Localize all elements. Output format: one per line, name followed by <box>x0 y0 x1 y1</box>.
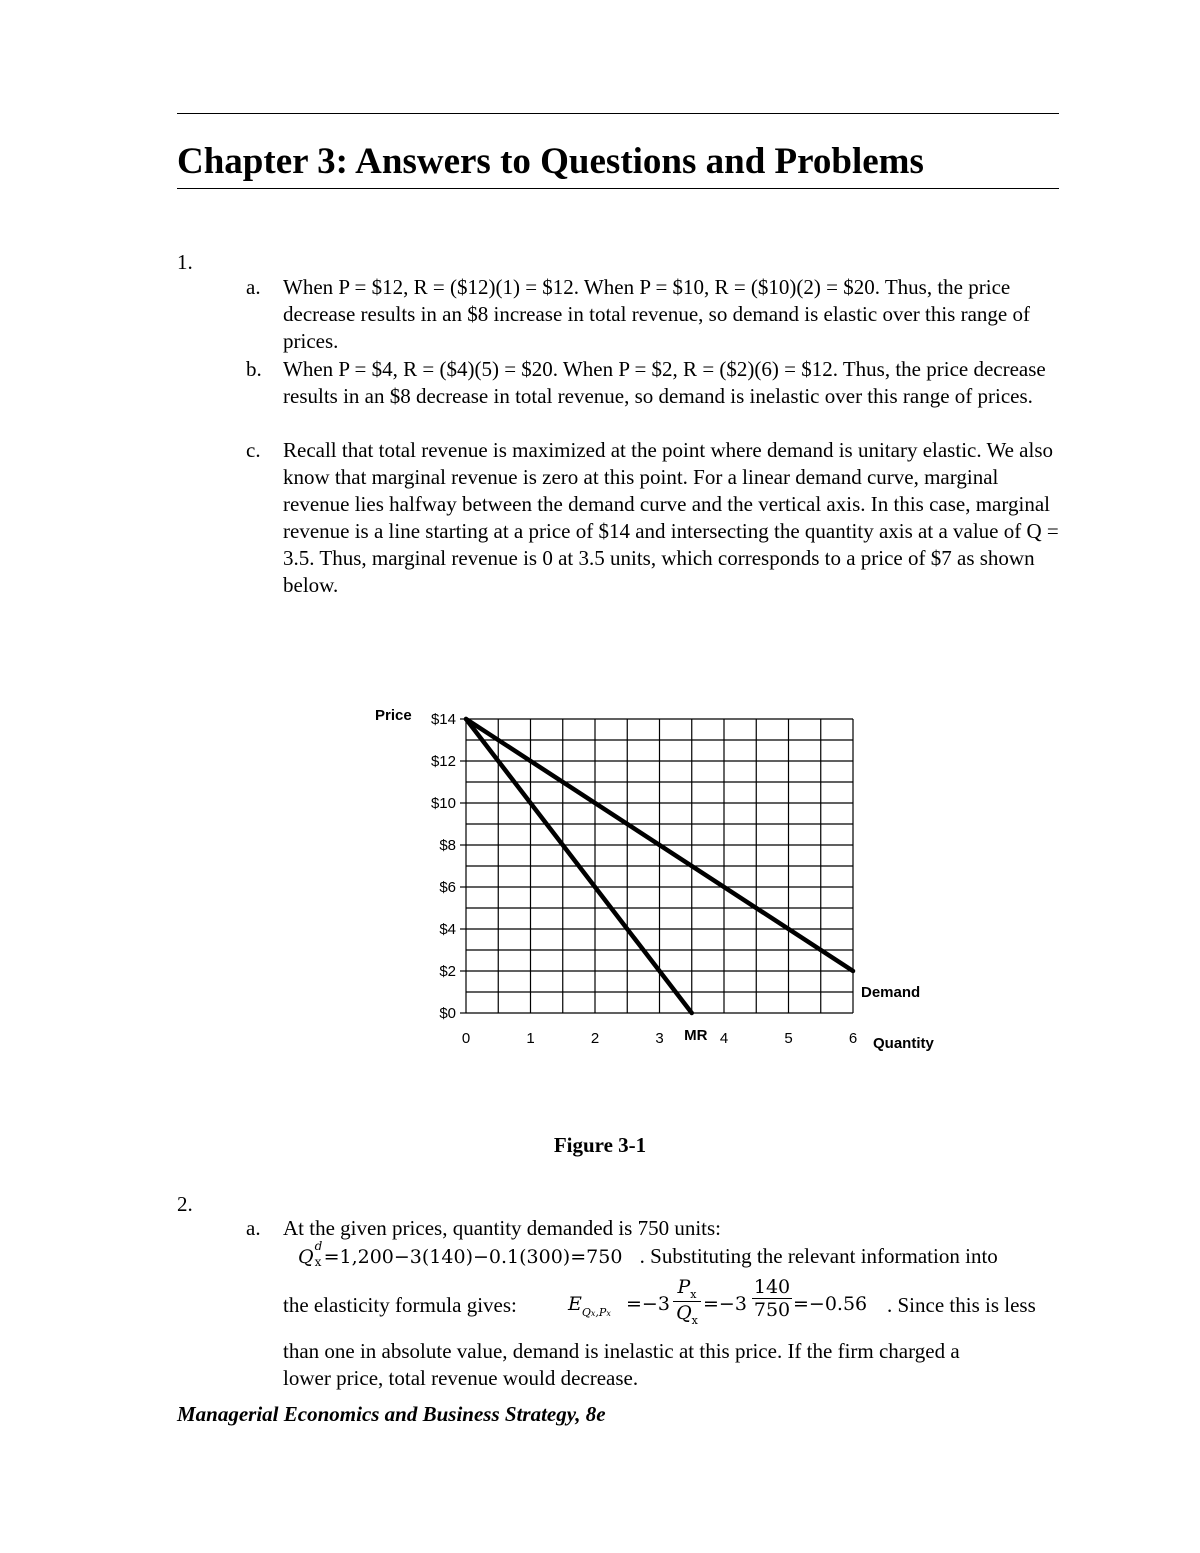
conclusion-line-2: lower price, total revenue would decrease. <box>283 1366 639 1390</box>
x-tick-label: 5 <box>784 1030 793 1047</box>
y-tick-label: $14 <box>430 711 456 728</box>
fraction-price-over-quantity: $P_x$ $Q_x$ <box>673 1276 701 1327</box>
formula-intro-text: the elasticity formula gives: <box>283 1293 517 1317</box>
equation-quantity-line <box>298 1239 998 1269</box>
item-text: When P = $12, R = ($12)(1) = $12. When P = $10, R = ($10)(2) = $20. Thus, the price decrease results in an $8 increase in total revenue, so demand is elastic over this range of prices. <box>283 275 1030 353</box>
y-tick-label: $4 <box>439 921 456 938</box>
y-tick-label: $12 <box>430 753 456 770</box>
formula-followup-text: . Since this is less <box>887 1293 1036 1317</box>
top-rule <box>177 113 1059 114</box>
y-axis-label: Price <box>375 707 412 724</box>
equation-followup-text: . Substituting the relevant information into <box>639 1244 998 1268</box>
x-tick-label: 2 <box>590 1030 600 1047</box>
title-underline <box>177 188 1059 189</box>
x-tick-label: 3 <box>655 1030 664 1047</box>
y-tick-label: $8 <box>439 837 456 854</box>
elasticity-result: =−0.56 <box>793 1293 868 1315</box>
equals-coefficient: =−3 <box>703 1293 747 1315</box>
question-2-number: 2. <box>177 1192 193 1216</box>
demand-mr-chart <box>360 695 960 1065</box>
item-text: When P = $4, R = ($4)(5) = $20. When P = $2, R = ($2)(6) = $12. Thus, the price decrease results in an $8 decrease in total revenue, so demand is inelastic over this range of prices. <box>283 357 1046 408</box>
quantity-equation: Q d x =1,200−3(140)−0.1(300)=750 <box>298 1239 623 1269</box>
series-label-demand: Demand <box>861 984 921 1001</box>
x-tick-label: 6 <box>848 1030 858 1047</box>
item-text: At the given prices, quantity demanded is 750 units: <box>283 1216 722 1240</box>
fraction-140-over-750: 140 750 <box>753 1276 791 1321</box>
footer-book-title: Managerial Economics and Business Strategy, 8e <box>177 1402 606 1426</box>
series-label-mr: MR <box>684 1027 708 1044</box>
item-label: b. <box>246 357 262 381</box>
item-label: a. <box>246 275 261 299</box>
item-label: c. <box>246 438 261 462</box>
elasticity-symbol: $E_{Qx,Px}$ <box>568 1293 611 1319</box>
x-axis-label: Quantity <box>873 1035 934 1052</box>
x-tick-label: 4 <box>719 1030 729 1047</box>
y-tick-label: $10 <box>430 795 456 812</box>
item-label: a. <box>246 1216 261 1240</box>
x-tick-label: 0 <box>461 1030 471 1047</box>
page-title: Chapter 3: Answers to Questions and Problems <box>177 141 924 182</box>
figure-caption: Figure 3-1 <box>553 1133 647 1157</box>
item-text: Recall that total revenue is maximized at the point where demand is unitary elastic. We also know that marginal revenue is zero at this point. For a linear demand curve, marginal revenue lies halfway between the demand curve and the vertical axis. In this case, marginal revenue is a line starting at a price of $14 and intersecting the quantity axis at a value of Q = 3.5. Thus, marginal revenue is 0 at 3.5 units, which corresponds to a price of $7 as shown below. <box>283 438 1059 597</box>
question-1-number: 1. <box>177 250 193 274</box>
y-tick-label: $2 <box>439 963 456 980</box>
y-tick-label: $0 <box>439 1005 456 1022</box>
coefficient: =−3 <box>626 1293 670 1315</box>
y-tick-label: $6 <box>439 879 456 896</box>
conclusion-line-1: than one in absolute value, demand is inelastic at this price. If the firm charged a <box>283 1339 960 1363</box>
x-tick-label: 1 <box>526 1030 535 1047</box>
